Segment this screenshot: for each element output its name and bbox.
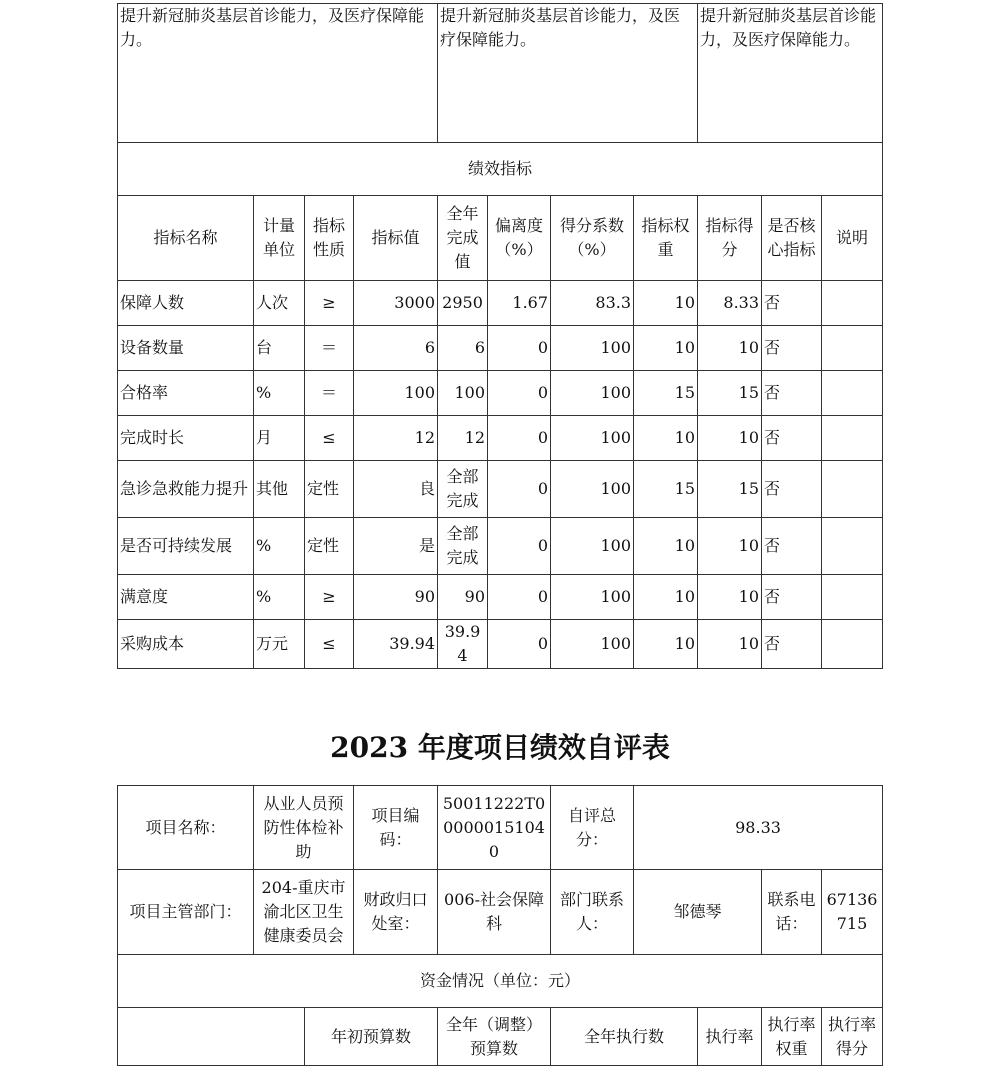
funds-header: 年初预算数: [305, 1008, 438, 1066]
project-code-label: 项目编码：: [354, 786, 438, 870]
table-cell: ≥: [305, 281, 354, 326]
table-cell: 1.67: [488, 281, 551, 326]
funds-header: 执行率得分: [822, 1008, 883, 1066]
column-header: 说明: [822, 196, 883, 281]
table-cell: 90: [438, 575, 488, 620]
column-header: 计量单位: [254, 196, 305, 281]
table-cell: [822, 416, 883, 461]
table-cell: %: [254, 371, 305, 416]
table-cell: 否: [762, 620, 822, 669]
funds-header: 执行率: [698, 1008, 762, 1066]
contact-value: 邹德琴: [634, 870, 762, 955]
table-cell: 采购成本: [118, 620, 254, 669]
table-cell: 100: [551, 575, 634, 620]
table-cell: 12: [438, 416, 488, 461]
indicator-rows: [118, 281, 883, 669]
office-label: 财政归口处室：: [354, 870, 438, 955]
table-cell: 100: [551, 461, 634, 518]
table-cell: 完成时长: [118, 416, 254, 461]
table-cell: [822, 620, 883, 669]
table-cell: ＝: [305, 371, 354, 416]
performance-table: [117, 3, 883, 669]
score-label: 自评总分：: [551, 786, 634, 870]
table-cell: 2950: [438, 281, 488, 326]
funds-header: 执行率权重: [762, 1008, 822, 1066]
table-cell: %: [254, 575, 305, 620]
table-cell: 10: [634, 518, 698, 575]
table-cell: 否: [762, 575, 822, 620]
perf-section-title: 绩效指标: [118, 143, 883, 196]
project-name-label: 项目名称：: [118, 786, 254, 870]
table-cell: 否: [762, 518, 822, 575]
table-cell: 否: [762, 326, 822, 371]
table-cell: 否: [762, 461, 822, 518]
table-cell: 39.94: [354, 620, 438, 669]
table-cell: 否: [762, 371, 822, 416]
table-cell: ≤: [305, 416, 354, 461]
table-cell: 10: [698, 416, 762, 461]
dept-label: 项目主管部门：: [118, 870, 254, 955]
office-value: 006-社会保障科: [438, 870, 551, 955]
table-row: [118, 518, 883, 575]
table-cell: 10: [634, 326, 698, 371]
table-cell: 8.33: [698, 281, 762, 326]
dept-value: 204-重庆市渝北区卫生健康委员会: [254, 870, 354, 955]
funds-header-row: [118, 1008, 883, 1066]
score-value: 98.33: [634, 786, 883, 870]
table-cell: 10: [634, 620, 698, 669]
funds-title: 资金情况（单位：元）: [118, 955, 883, 1008]
table-cell: 3000: [354, 281, 438, 326]
table-cell: 是否可持续发展: [118, 518, 254, 575]
table-cell: 台: [254, 326, 305, 371]
table-cell: [822, 371, 883, 416]
phone-label: 联系电话：: [762, 870, 822, 955]
table-cell: 10: [634, 281, 698, 326]
table-row: [118, 575, 883, 620]
contact-label: 部门联系人：: [551, 870, 634, 955]
table-row: [118, 461, 883, 518]
goal-cell: 提升新冠肺炎基层首诊能力，及医疗保障能力。: [118, 4, 438, 143]
column-header: 指标值: [354, 196, 438, 281]
column-header: 指标权重: [634, 196, 698, 281]
table-cell: 100: [438, 371, 488, 416]
table-cell: 定性: [305, 461, 354, 518]
table-cell: 15: [698, 371, 762, 416]
goal-row: [118, 4, 883, 143]
header-row: [118, 196, 883, 281]
table-cell: ≥: [305, 575, 354, 620]
project-name-value: 从业人员预防性体检补助: [254, 786, 354, 870]
table-cell: 83.3: [551, 281, 634, 326]
table-cell: 15: [634, 371, 698, 416]
table-cell: 其他: [254, 461, 305, 518]
table-cell: 满意度: [118, 575, 254, 620]
table-cell: 6: [354, 326, 438, 371]
table-cell: 0: [488, 518, 551, 575]
table-cell: 10: [698, 518, 762, 575]
table-cell: 100: [551, 326, 634, 371]
column-header: 指标性质: [305, 196, 354, 281]
column-header: 偏离度（%）: [488, 196, 551, 281]
funds-header: 全年执行数: [551, 1008, 698, 1066]
table-cell: 0: [488, 326, 551, 371]
table-cell: 10: [698, 326, 762, 371]
table-cell: 急诊急救能力提升: [118, 461, 254, 518]
table-cell: 15: [698, 461, 762, 518]
table-cell: 0: [488, 371, 551, 416]
table-cell: 否: [762, 416, 822, 461]
table-row: [118, 281, 883, 326]
table-cell: [822, 518, 883, 575]
table-cell: 良: [354, 461, 438, 518]
table-cell: 100: [551, 416, 634, 461]
table-cell: 12: [354, 416, 438, 461]
table-cell: 合格率: [118, 371, 254, 416]
table-cell: 万元: [254, 620, 305, 669]
table-cell: 月: [254, 416, 305, 461]
table-cell: 10: [698, 575, 762, 620]
project-code-value: 50011222T000000151040: [438, 786, 551, 870]
table-cell: 6: [438, 326, 488, 371]
table-cell: 0: [488, 461, 551, 518]
table-cell: 全部完成: [438, 518, 488, 575]
table-cell: 100: [551, 518, 634, 575]
page-title: 2023 年度项目绩效自评表: [330, 731, 670, 764]
table-cell: ＝: [305, 326, 354, 371]
table-cell: 39.94: [438, 620, 488, 669]
table-cell: [822, 281, 883, 326]
table-row: [118, 416, 883, 461]
project-info-table: [117, 785, 883, 1066]
table-cell: 10: [634, 416, 698, 461]
table-cell: ≤: [305, 620, 354, 669]
table-cell: 0: [488, 416, 551, 461]
column-header: 指标名称: [118, 196, 254, 281]
table-cell: 0: [488, 620, 551, 669]
table-cell: [822, 326, 883, 371]
table-cell: 设备数量: [118, 326, 254, 371]
table-cell: 人次: [254, 281, 305, 326]
column-header: 全年完成值: [438, 196, 488, 281]
table-cell: 100: [354, 371, 438, 416]
table-cell: [822, 461, 883, 518]
table-cell: 定性: [305, 518, 354, 575]
table-cell: 15: [634, 461, 698, 518]
table-cell: 是: [354, 518, 438, 575]
table-cell: [822, 575, 883, 620]
table-row: [118, 620, 883, 669]
funds-header: 全年（调整）预算数: [438, 1008, 551, 1066]
table-cell: %: [254, 518, 305, 575]
phone-value: 67136715: [822, 870, 883, 955]
table-cell: 保障人数: [118, 281, 254, 326]
table-cell: 10: [634, 575, 698, 620]
table-cell: 100: [551, 620, 634, 669]
table-cell: 100: [551, 371, 634, 416]
table-cell: 否: [762, 281, 822, 326]
column-header: 是否核心指标: [762, 196, 822, 281]
table-cell: 全部完成: [438, 461, 488, 518]
table-cell: 90: [354, 575, 438, 620]
funds-blank-cell: [118, 1008, 305, 1066]
column-header: 得分系数（%）: [551, 196, 634, 281]
table-cell: 10: [698, 620, 762, 669]
goal-cell: 提升新冠肺炎基层首诊能力，及医疗保障能力。: [698, 4, 883, 143]
column-header: 指标得分: [698, 196, 762, 281]
table-row: [118, 326, 883, 371]
table-row: [118, 371, 883, 416]
table-cell: 0: [488, 575, 551, 620]
goal-cell: 提升新冠肺炎基层首诊能力，及医疗保障能力。: [438, 4, 698, 143]
